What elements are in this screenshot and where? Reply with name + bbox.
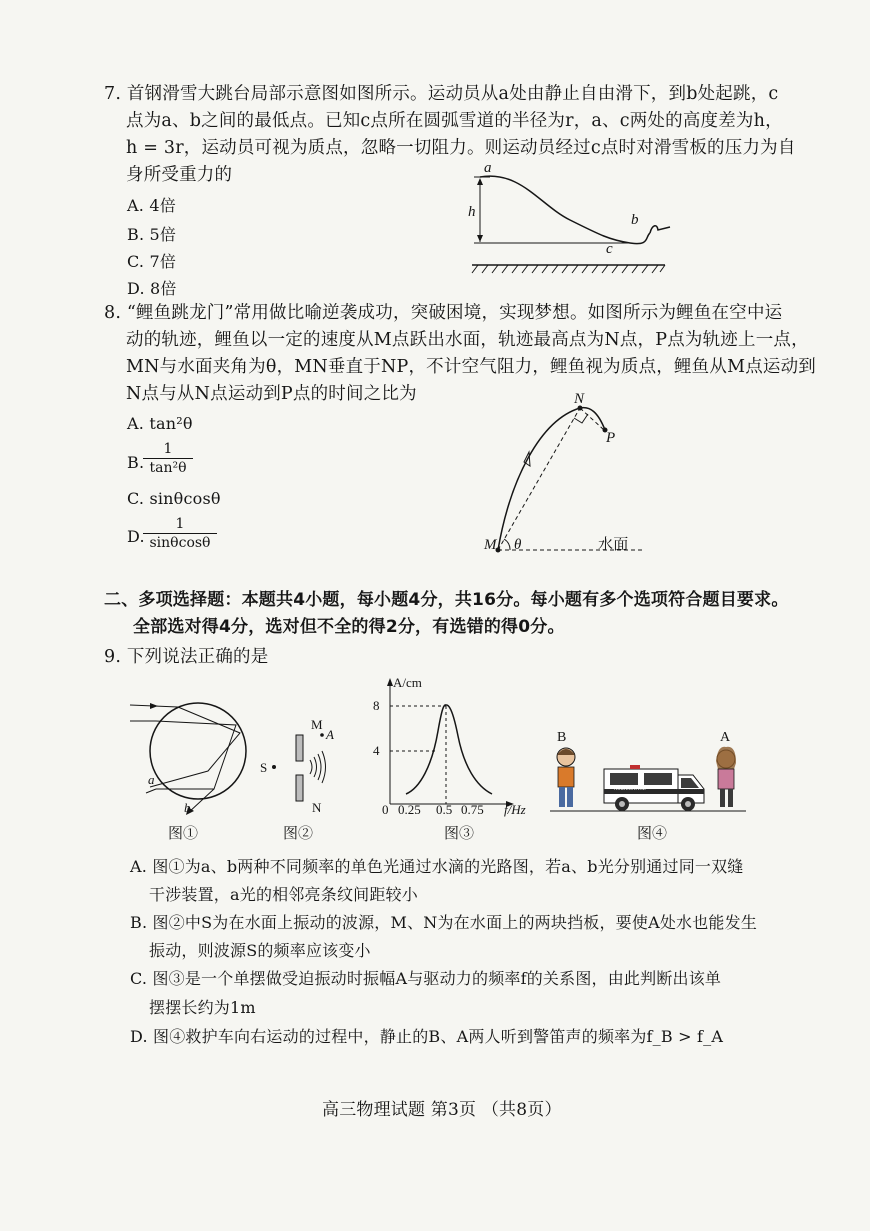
q7-label-b: b [631, 212, 639, 228]
q8-label-n: N [574, 391, 585, 407]
q8-option-b-fraction[interactable] [143, 440, 193, 477]
q8-line3: MN与水面夹角为θ，MN垂直于NP，不计空气阻力，鲤鱼视为质点，鲤鱼从M点运动到 [126, 357, 817, 377]
fig3-tick-8: 8 [373, 698, 380, 713]
q9-option-c-line2: 摆摆长约为1m [149, 998, 256, 1017]
fig2-label-a: A [326, 727, 334, 742]
fig2-label-m: M [311, 717, 323, 732]
q8-line2: 动的轨迹，鲤鱼以一定的速度从M点跃出水面，轨迹最高点为N点，P点为轨迹上一点， [126, 330, 809, 350]
fig3-tick-05: 0.5 [436, 802, 453, 817]
q8-line4: N点与从N点运动到P点的时间之比为 [126, 384, 417, 404]
fig3-tick-0: 0 [382, 802, 389, 817]
q7-line4: 身所受重力的 [126, 165, 233, 185]
q8-option-c[interactable]: C. sinθcosθ [127, 489, 221, 508]
fig2-label-n: N [312, 800, 322, 815]
q7-option-a[interactable]: A. 4倍 [127, 196, 176, 215]
q8-option-a[interactable]: A. tan²θ [127, 414, 193, 433]
section2-line1: 二、多项选择题：本题共4小题，每小题4分，共16分。每小题有多个选项符合题目要求。 [104, 590, 789, 610]
resonance-curve-chart [380, 676, 540, 816]
fig1-label-b: b [184, 800, 191, 815]
q8-label-theta: θ [514, 537, 522, 553]
q9-option-c-line1[interactable]: C. 图③是一个单摆做受迫振动时振幅A与驱动力的频率f的关系图，由此判断出该单 [130, 969, 722, 988]
fig3-caption: 图③ [444, 824, 475, 842]
q9-stem: 9. 下列说法正确的是 [104, 647, 269, 667]
fig3-tick-025: 0.25 [398, 802, 421, 817]
fig4-label-a: A [720, 730, 731, 745]
ambulance-scene-figure [548, 725, 748, 815]
fig1-caption: 图① [168, 824, 199, 842]
q7-label-h: h [468, 204, 476, 220]
page-footer: 高三物理试题 第3页 （共8页） [322, 1100, 562, 1120]
q7-option-d[interactable]: D. 8倍 [127, 279, 177, 298]
fig3-tick-075: 0.75 [461, 802, 484, 817]
fig3-xlabel: f/Hz [504, 802, 526, 817]
q8-label-water: 水面 [598, 535, 629, 553]
q9-option-b-line2: 振动，则波源S的频率应该变小 [149, 941, 371, 960]
fig1-label-a: a [148, 772, 155, 787]
q7-label-c: c [606, 241, 613, 257]
q8-option-b-numerator: 1 [143, 440, 193, 459]
q7-label-a: a [484, 160, 492, 176]
q8-option-d-prefix[interactable]: D. [127, 527, 145, 546]
water-droplet-figure [128, 693, 268, 823]
fig4-label-b: B [557, 730, 567, 745]
q7-line3: h = 3r，运动员可视为质点，忽略一切阻力。则运动员经过c点时对滑雪板的压力为自 [126, 138, 796, 158]
q7-option-b[interactable]: B. 5倍 [127, 225, 177, 244]
section2-line2: 全部选对得4分，选对但不全的得2分，有选错的得0分。 [133, 617, 565, 637]
fig4-caption: 图④ [637, 824, 668, 842]
q8-option-b-prefix[interactable]: B. [127, 453, 145, 472]
ski-jump-figure [460, 165, 680, 275]
q8-option-d-numerator: 1 [143, 515, 217, 534]
q8-option-b-denominator: tan²θ [149, 460, 187, 476]
q8-option-d-fraction[interactable] [143, 515, 217, 552]
q7-line2: 点为a、b之间的最低点。已知c点所在圆弧雪道的半径为r，a、c两处的高度差为h， [126, 111, 783, 131]
q9-option-a-line1[interactable]: A. 图①为a、b两种不同频率的单色光通过水滴的光路图，若a、b光分别通过同一双缝 [130, 857, 744, 876]
fig3-ylabel: A/cm [393, 675, 422, 690]
q7-option-c[interactable]: C. 7倍 [127, 252, 177, 271]
q9-option-b-line1[interactable]: B. 图②中S为在水面上振动的波源，M、N为在水面上的两块挡板，要使A处水也能发生 [130, 913, 758, 932]
q9-option-d[interactable]: D. 图④救护车向右运动的过程中，静止的B、A两人听到警笛声的频率为f_B > f_A [130, 1027, 724, 1046]
q9-option-a-line2: 干涉装置，a光的相邻亮条纹间距较小 [149, 885, 418, 904]
wave-barrier-figure [262, 705, 342, 815]
fig3-tick-4: 4 [373, 743, 380, 758]
q8-label-m: M [484, 537, 497, 553]
q8-label-p: P [606, 430, 616, 446]
fig2-caption: 图② [283, 824, 314, 842]
q8-option-d-denominator: sinθcosθ [149, 535, 211, 551]
fig2-label-s: S [260, 760, 268, 775]
ambulance-text: AMBULANCE [614, 787, 646, 792]
carp-trajectory-figure [480, 390, 660, 560]
q8-line1: 8. “鲤鱼跳龙门”常用做比喻逆袭成功，突破困境，实现梦想。如图所示为鲤鱼在空中运 [104, 303, 783, 323]
q7-line1: 7. 首钢滑雪大跳台局部示意图如图所示。运动员从a处由静止自由滑下，到b处起跳，c [104, 84, 779, 104]
